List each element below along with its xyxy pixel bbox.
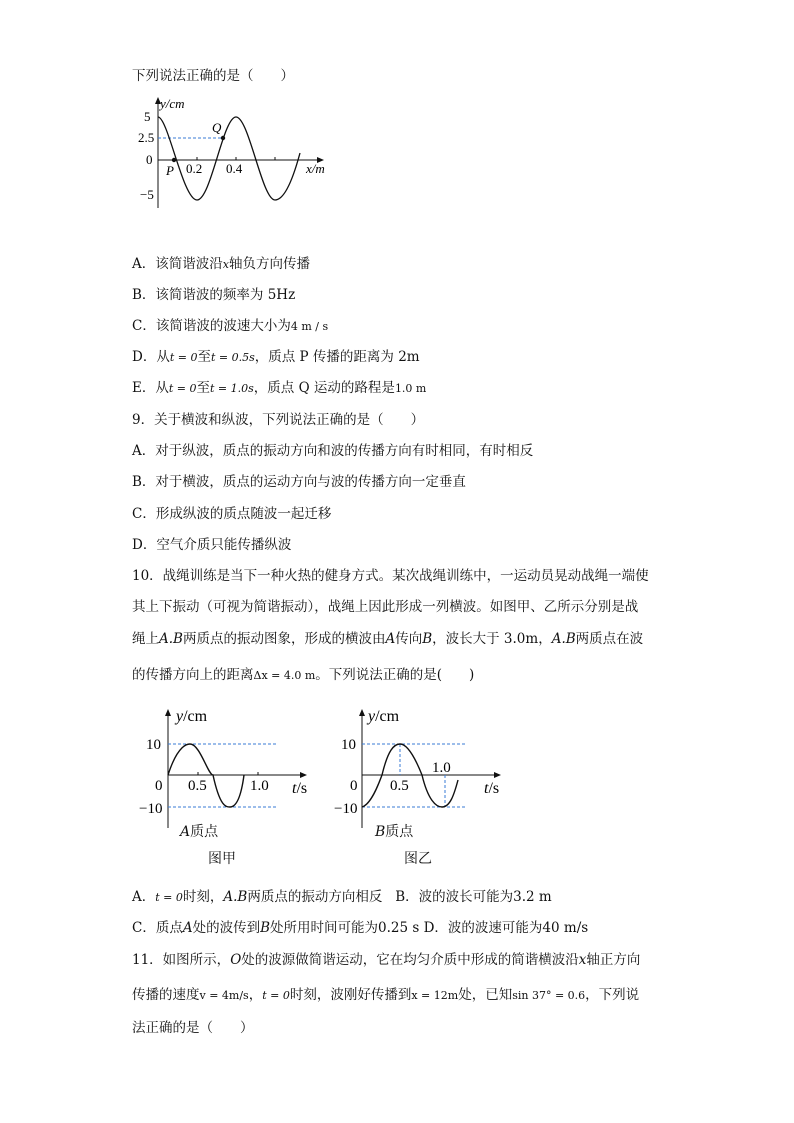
- q9-option-a: A．对于纵波，质点的振动方向和波的传播方向有时相同，有时相反: [132, 443, 534, 459]
- point-q: [221, 136, 225, 140]
- q11-line3: 法正确的是（ ）: [132, 1020, 254, 1036]
- q8-option-b: B．该简谐波的频率为 5Hz: [132, 287, 296, 303]
- tick-0-5-b: 0.5: [390, 778, 409, 794]
- q9-option-d: D．空气介质只能传播纵波: [132, 537, 292, 553]
- tick-2-5: 2.5: [138, 130, 155, 145]
- x-axis-label: x/m: [306, 161, 325, 176]
- q9-option-b: B．对于横波，质点的运动方向与波的传播方向一定垂直: [132, 474, 466, 490]
- tick-0: 0: [146, 152, 153, 167]
- q8-option-c: C．该简谐波的波速大小为4 m / s: [132, 318, 329, 334]
- graph-a-label: A质点: [180, 824, 219, 840]
- wave-curve: [158, 117, 300, 200]
- tick-0-a: 0: [155, 778, 163, 794]
- label-p: P: [166, 163, 174, 178]
- tick-neg10-a: −10: [139, 801, 163, 817]
- point-p: [172, 158, 176, 162]
- tick-1-0-a: 1.0: [250, 778, 269, 794]
- q8-option-d: D．从t = 0至t = 0.5s，质点 P 传播的距离为 2m: [132, 349, 420, 365]
- q10-line2: 其上下振动（可视为简谐振动），战绳上因此形成一列横波。如图甲、乙所示分别是战: [132, 599, 639, 615]
- q8-wave-figure: [138, 93, 338, 213]
- graph-b-caption: 图乙: [404, 851, 432, 867]
- y-label-a: y/cm: [176, 708, 208, 725]
- graph-b-label: B质点: [375, 824, 414, 840]
- q8-option-e: E．从t = 0至t = 1.0s，质点 Q 运动的路程是1.0 m: [132, 380, 427, 396]
- graph-b: [332, 700, 512, 840]
- q9-option-c: C．形成纵波的质点随波一起迁移: [132, 506, 332, 522]
- tick-0-b: 0: [350, 778, 358, 794]
- q10-options-row1: A．t = 0时刻，A.B两质点的振动方向相反 B．波的波长可能为3.2 m: [132, 889, 552, 905]
- tick-5: 5: [144, 109, 151, 124]
- q9-stem: 9．关于横波和纵波，下列说法正确的是（ ）: [132, 412, 425, 428]
- q8-option-a: A．该简谐波沿x轴负方向传播: [132, 256, 310, 272]
- y-axis-label: y/cm: [160, 96, 185, 111]
- t-label-a: t/s: [292, 780, 308, 797]
- tick-10-b: 10: [341, 737, 356, 753]
- q10-line4: 的传播方向上的距离Δx = 4.0 m。下列说法正确的是( ): [132, 667, 475, 683]
- label-q: Q: [212, 120, 222, 135]
- q11-line1: 11．如图所示，O处的波源做简谐运动，它在均匀介质中形成的简谐横波沿x轴正方向: [132, 952, 641, 968]
- tick-neg10-b: −10: [334, 801, 358, 817]
- q10-options-row2: C．质点A处的波传到B处所用时间可能为0.25 s D．波的波速可能为40 m/s: [132, 920, 589, 936]
- tick-0-5-a: 0.5: [188, 778, 207, 794]
- tick-0-4: 0.4: [226, 161, 243, 176]
- graph-a-caption: 图甲: [208, 851, 236, 867]
- q10-line1: 10．战绳训练是当下一种火热的健身方式。某次战绳训练中，一运动员晃动战绳一端使: [132, 568, 649, 584]
- q10-line3: 绳上A.B两质点的振动图象，形成的横波由A传向B，波长大于 3.0m，A.B两质点在波: [132, 631, 644, 647]
- q11-line2: 传播的速度v = 4m/s，t = 0时刻，波刚好传播到x = 12m处，已知sin 37° = 0.6，下列说: [132, 987, 640, 1003]
- tick-1-0-b: 1.0: [432, 760, 451, 776]
- graph-a: [138, 700, 318, 840]
- q8-stem: 下列说法正确的是（ ）: [132, 68, 294, 84]
- tick-10-a: 10: [146, 737, 161, 753]
- t-label-b: t/s: [484, 780, 500, 797]
- tick-0-2: 0.2: [186, 161, 203, 176]
- tick-neg5: −5: [140, 187, 154, 202]
- y-label-b: y/cm: [368, 708, 400, 725]
